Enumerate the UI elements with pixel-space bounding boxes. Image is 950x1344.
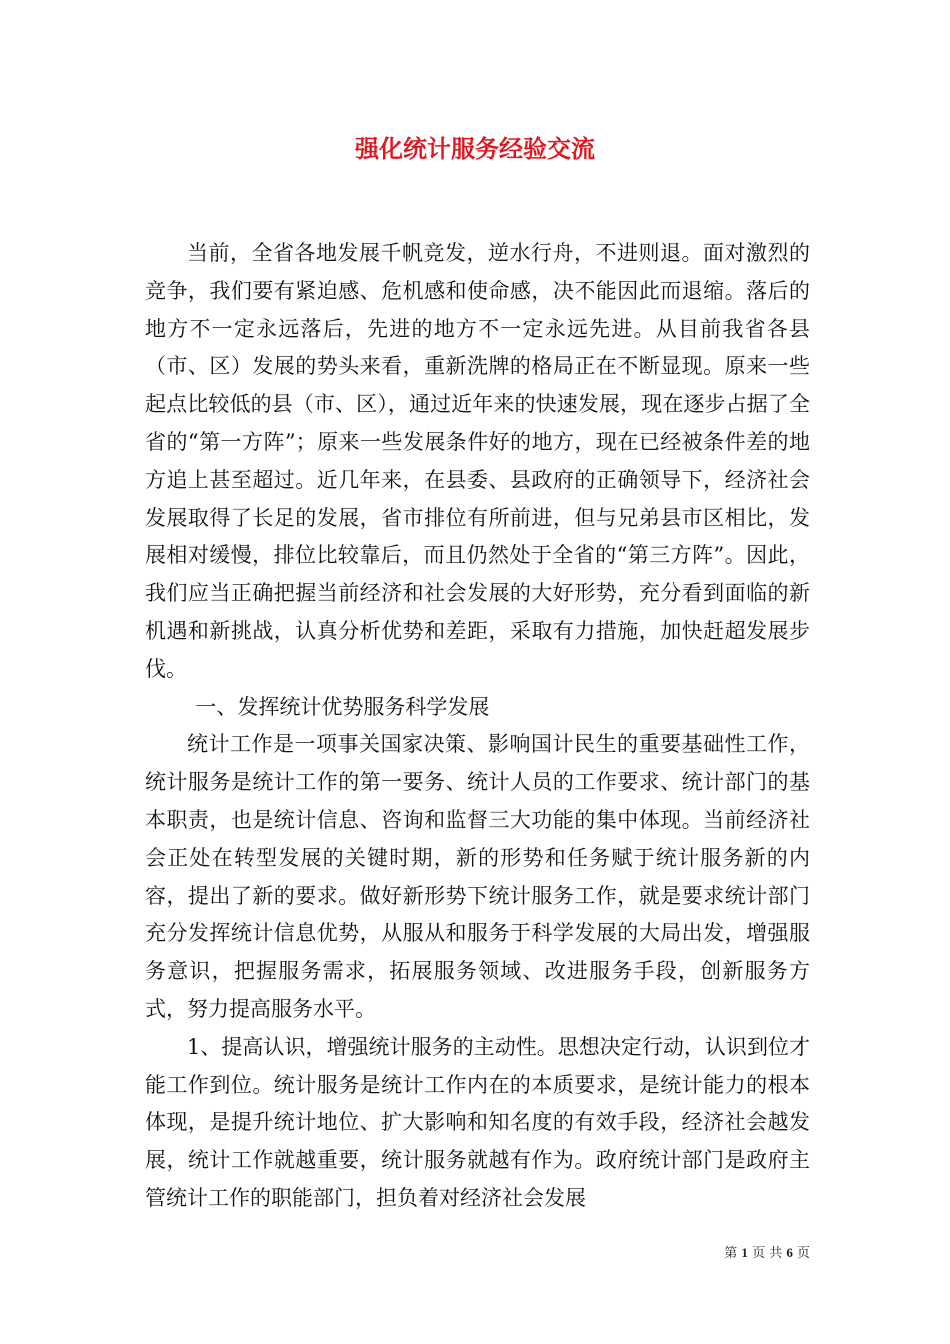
footer-total-pages: 6 bbox=[786, 1245, 793, 1260]
paragraph-statistics-work: 统计工作是一项事关国家决策、影响国计民生的重要基础性工作，统计服务是统计工作的第一要务、统计人员的工作要求、统计部门的基本职责，也是统计信息、咨询和监督三大功能的集中体现。当前经济社会正处在转型发展的关键时期，新的形势和任务赋于统计服务新的内容，提出了新的要求。做好新形势下统计服务工作，就是要求统计部门充分发挥统计信息优势，从服从和服务于科学发展的大局出发，增强服务意识，把握服务需求，拓展服务领域、改进服务手段，创新服务方式，努力提高服务水平。 bbox=[145, 732, 810, 1021]
page-footer bbox=[724, 1244, 810, 1263]
footer-prefix: 第 bbox=[724, 1246, 738, 1261]
paragraph-point-1: 1、提高认识，增强统计服务的主动性。思想决定行动，认识到位才能工作到位。统计服务是统计工作内在的本质要求，是统计能力的根本体现，是提升统计地位、扩大影响和知名度的有效手段，经济社会越发展，统计工作就越重要，统计服务就越有作为。政府统计部门是政府主管统计工作的职能部门，担负着对经济社会发展 bbox=[145, 1034, 810, 1210]
footer-suffix: 页 bbox=[796, 1246, 810, 1261]
document-body bbox=[145, 235, 810, 1218]
footer-page-number: 1 bbox=[741, 1245, 748, 1260]
footer-middle: 页 共 bbox=[752, 1246, 783, 1261]
document-title: 强化统计服务经验交流 bbox=[355, 134, 595, 163]
paragraph-intro: 当前，全省各地发展千帆竞发，逆水行舟，不进则退。面对激烈的竞争，我们要有紧迫感、危机感和使命感，决不能因此而退缩。落后的地方不一定永远落后，先进的地方不一定永远先进。从目前我省各县（市、区）发展的势头来看，重新洗牌的格局正在不断显现。原来一些起点比较低的县（市、区），通过近年来的快速发展，现在逐步占据了全省的“第一方阵”；原来一些发展条件好的地方，现在已经被条件差的地方追上甚至超过。近几年来，在县委、县政府的正确领导下，经济社会发展取得了长足的发展，省市排位有所前进，但与兄弟县市区相比，发展相对缓慢，排位比较靠后，而且仍然处于全省的“第三方阵”。因此，我们应当正确把握当前经济和社会发展的大好形势，充分看到面临的新机遇和新挑战，认真分析优势和差距，采取有力措施，加快赶超发展步伐。 bbox=[145, 241, 810, 681]
section-heading: 一、发挥统计优势服务科学发展 bbox=[195, 694, 490, 719]
